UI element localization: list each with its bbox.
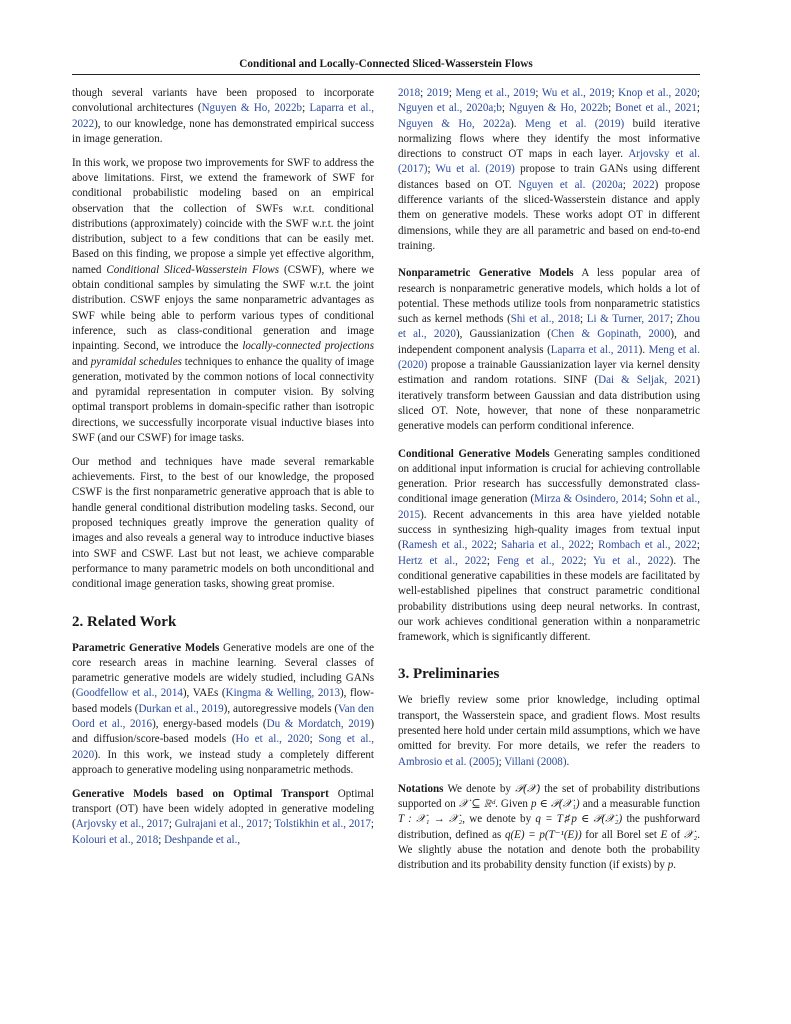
- text-run: ;: [370, 818, 374, 831]
- citation-link[interactable]: Kingma & Welling, 2013: [225, 687, 340, 700]
- text-run: , we denote by: [462, 813, 536, 826]
- text-run: and: [72, 355, 91, 368]
- running-title: Conditional and Locally-Connected Sliced-Wasserstein Flows: [239, 58, 533, 70]
- text-run: Generative models are one of the core research areas in machine learning. Several classes of parametric generative models are widely studied, including GANs (: [72, 641, 374, 700]
- paragraph-heading: Generative Models based on Optimal Transport: [72, 787, 329, 800]
- text-run: ;: [493, 539, 502, 552]
- citation-link[interactable]: Kolouri et al., 2018: [72, 833, 159, 846]
- citation-link[interactable]: Meng et al. (2020): [398, 343, 700, 372]
- citation-link[interactable]: Feng et al., 2022: [496, 554, 584, 567]
- text-run: propose to train GANs using different distances based on OT.: [398, 163, 700, 191]
- text-run: propose a trainable Gaussianization layer via kernel density estimation and random rotations. SINF (: [398, 359, 700, 387]
- citation-link[interactable]: Zhou et al., 2020: [398, 313, 700, 341]
- text-run: ;: [583, 554, 593, 567]
- section-heading-preliminaries: 3. Preliminaries: [398, 666, 500, 683]
- text-run: Generating samples conditioned on additional input information is crucial for achieving controllable generation. Prior research has successfully demonstrated class-conditional image generation (: [398, 447, 700, 506]
- citation-link[interactable]: Wu et al., 2019: [541, 87, 612, 99]
- text-run: ;: [486, 554, 497, 567]
- citation-link[interactable]: Gulrajani et al., 2017: [174, 818, 269, 831]
- citation-link[interactable]: Yu et al., 2022: [593, 554, 670, 567]
- text-run: ).: [510, 117, 525, 130]
- text-run: of: [667, 828, 684, 841]
- text-run: ). Recent advancements in this area have yielded notable success in synthesizing high-quality images from textual input (: [398, 508, 700, 552]
- citation-link[interactable]: Mirza & Osindero, 2014: [534, 493, 644, 506]
- citation-link[interactable]: Dai & Seljak, 2021: [598, 374, 697, 387]
- text-run: ;: [696, 87, 700, 99]
- paragraph: [72, 455, 374, 593]
- text-run: We briefly review some prior knowledge, including optimal transport, the Wasserstein space, and gradient flows. Most results presented here hold under certain mild assumptions, which we have omitted for brevity. For more details, we refer the readers to: [398, 694, 700, 753]
- text-run: ;: [535, 87, 542, 99]
- citation-link[interactable]: Rombach et al., 2022: [598, 539, 697, 552]
- text-run: ), and independent component analysis (: [398, 328, 700, 356]
- citation-link[interactable]: Arjovsky et al., 2017: [75, 818, 169, 831]
- citation-link[interactable]: Durkan et al., 2019: [138, 702, 224, 715]
- text-run: Optimal transport (OT) have been widely adopted in generative modeling (: [72, 787, 374, 831]
- citation-link[interactable]: Chen & Gopinath, 2000: [550, 328, 671, 341]
- text-run: .: [673, 859, 676, 872]
- text-run: ;: [268, 818, 275, 831]
- citation-link[interactable]: 2018: [398, 87, 421, 99]
- text-run: Our method and techniques have made several remarkable achievements. First, to the best of our knowledge, the proposed CSWF is the first nonparametric generative approach that is able to handle general conditional distribution modeling tasks. Second, our proposed techniques greatly improve the generation quality of images and also reveals a general way to introduce inductive biases into SWF and CSWF. Last but not least, we achieve comparable performance to many parametric models on both unconditional and conditional image generation tasks, showing great promise.: [72, 455, 374, 591]
- text-run: ;: [168, 818, 175, 831]
- text-run: . We slightly abuse the notation and denote both the probability distribution and its probability density function (if exists) by: [398, 828, 700, 872]
- paragraph: [72, 787, 374, 848]
- paragraph-body: [72, 642, 374, 776]
- text-run: . Given: [495, 798, 532, 811]
- text-run: ). The conditional generative capabilities in these models are facilitated by well-established pipelines that construct parametric conditional probability distributions using deep neural networks. In contrast, our work achieves conditional generation within a nonparametric framework, which is significantly different.: [398, 554, 701, 644]
- text-run: ;: [590, 539, 599, 552]
- math-expression: q = T♯p ∈ 𝒫(𝒳₂): [535, 813, 623, 826]
- emphasis: pyramidal schedules: [90, 355, 182, 368]
- math-expression: p ∈ 𝒫(𝒳₁): [531, 798, 580, 811]
- text-run: ;: [696, 102, 700, 115]
- math-expression: 𝒫(𝒳): [515, 782, 541, 795]
- text-run: ). In this work, we instead study a completely different approach to generative modeling using nonparametric methods.: [72, 748, 374, 776]
- text-run: ), VAEs (: [182, 687, 226, 700]
- citation-link[interactable]: Bonet et al., 2021: [615, 102, 697, 115]
- citation-link[interactable]: Meng et al. (2019): [525, 117, 625, 130]
- citation-link[interactable]: Li & Turner, 2017: [586, 313, 670, 326]
- math-expression: p: [667, 859, 674, 872]
- citation-link[interactable]: Nguyen & Ho, 2022a: [398, 117, 511, 130]
- text-run: ).: [638, 343, 649, 356]
- text-run: ), to our knowledge, none has demonstrated empirical success in image generation.: [72, 117, 374, 145]
- paragraph-body: [398, 783, 700, 871]
- citation-link[interactable]: Nguyen et al. (2020a: [518, 178, 623, 191]
- paragraph-heading: Parametric Generative Models: [72, 641, 220, 654]
- citation-link[interactable]: Du & Mordatch, 2019: [266, 717, 371, 730]
- math-expression: 𝒳 ⊆ ℝᵈ: [458, 798, 496, 811]
- section-heading-related-work: 2. Related Work: [72, 613, 177, 630]
- math-expression: E: [660, 828, 668, 841]
- citation-link[interactable]: Song et al., 2020: [72, 733, 374, 761]
- paragraph-heading: Nonparametric Generative Models: [398, 267, 574, 280]
- text-run: We denote by: [443, 782, 516, 795]
- text-run: the set of probability distributions supported on: [398, 782, 700, 811]
- citation-link[interactable]: Nguyen et al., 2020a;b: [398, 102, 502, 115]
- text-run: though several variants have been proposed to incorporate convolutional architectures (: [72, 87, 374, 115]
- text-run: ) and diffusion/score-based models (: [72, 717, 374, 746]
- citation-link[interactable]: Arjovsky et al. (2017): [398, 148, 700, 176]
- text-run: ) iteratively transform between Gaussian and data distribution using sliced OT. Note, however, that none of these nonparametric generative models can perform conditional inference.: [398, 374, 700, 433]
- citation-link[interactable]: Villani (2008): [504, 755, 567, 768]
- text-run: ), flow-based models (: [72, 687, 374, 715]
- text-run: and a measurable function: [579, 798, 700, 811]
- citation-link[interactable]: Nguyen & Ho, 2022b: [508, 102, 609, 115]
- citation-link[interactable]: Laparra et al., 2011: [550, 343, 639, 356]
- text-run: ;: [427, 163, 436, 176]
- citation-link[interactable]: Van den Oord et al., 2016: [72, 702, 374, 730]
- paragraph-heading: Notations: [398, 782, 444, 795]
- right-column: [398, 86, 700, 882]
- text-run: ;: [696, 539, 700, 552]
- paragraph: [72, 86, 374, 147]
- paragraph-body: [398, 448, 700, 644]
- text-run: In this work, we propose two improvements for SWF to address the above limitations. First, we extend the framework of SWF for conditional probabilistic modeling based on an empirical observation that the collection of SWFs w.r.t. conditional distributions (approximately) coincide with the SWF w.r.t. the joint distribution, subject to a few conditions that can be easily met. Based on this finding, we propose a simple yet effective algorithm, named: [72, 156, 374, 276]
- paragraph: [398, 782, 700, 874]
- emphasis: locally-connected projections: [242, 340, 374, 353]
- text-run: ;: [158, 833, 165, 846]
- math-expression: 𝒳₂: [683, 828, 698, 841]
- left-column: [72, 86, 374, 856]
- text-run: .: [566, 755, 570, 768]
- text-run: (CSWF), where we obtain conditional samples by simulating the SWF w.r.t. the joint distribution. CSWF enjoys the same nonparametric advantages as SWF while being able to perform various types of conditional inference, such as class-conditional generation and image inpainting. Second, we introduce the: [72, 263, 374, 353]
- citation-link[interactable]: Saharia et al., 2022: [501, 539, 591, 552]
- text-run: ;: [579, 313, 587, 326]
- paragraph-body: [398, 267, 700, 432]
- citation-link[interactable]: Ambrosio et al. (2005): [398, 755, 499, 768]
- text-run: ) propose difference variants of the sliced-Wasserstein distance and apply them on generative models. These works adopt OT in different dimensions, while they are all parametric and based on end-to-end training.: [398, 178, 700, 252]
- text-run: techniques to enhance the quality of image generation, motivated by the common notions of local connectivity and pyramidal representation in computer vision. By solving optimal transport problems in domain-specific rather than isotropic directions, we successfully incorporate visual inductive biases into SWF (and our CSWF) for image tasks.: [72, 355, 374, 445]
- paragraph: [398, 447, 700, 646]
- text-run: the pushforward distribution, defined as: [398, 813, 701, 841]
- citation-link[interactable]: Sohn et al., 2015: [398, 493, 700, 521]
- text-run: ), energy-based models (: [152, 717, 267, 730]
- text-run: ;: [643, 493, 650, 506]
- citation-link[interactable]: Hertz et al., 2022: [398, 554, 487, 567]
- text-run: ;: [302, 102, 310, 115]
- paragraph: [398, 86, 700, 254]
- citation-link[interactable]: Nguyen & Ho, 2022b: [201, 102, 303, 115]
- text-run: ;: [608, 102, 616, 115]
- text-run: ;: [420, 87, 427, 99]
- text-run: ;: [309, 733, 319, 746]
- math-expression: q(E) = p(T⁻¹(E)): [504, 828, 582, 841]
- text-run: ;: [498, 755, 505, 768]
- paragraph: [72, 156, 374, 447]
- text-run: ;: [448, 87, 456, 99]
- paragraph: [398, 693, 700, 769]
- citation-link[interactable]: Goodfellow et al., 2014: [75, 687, 183, 700]
- header-rule: [72, 74, 700, 75]
- citation-link[interactable]: Ramesh et al., 2022: [401, 539, 494, 552]
- text-run: ;: [669, 313, 677, 326]
- emphasis: Conditional Sliced-Wasserstein Flows: [106, 263, 280, 276]
- citation-link[interactable]: 2022: [632, 178, 655, 191]
- text-run: ;: [611, 87, 619, 99]
- citation-link[interactable]: Wu et al. (2019): [435, 163, 515, 176]
- citation-link[interactable]: Deshpande et al.,: [164, 833, 241, 846]
- citation-link[interactable]: Knop et al., 2020: [618, 87, 697, 99]
- text-run: ;: [622, 178, 633, 191]
- text-run: ), autoregressive models (: [223, 702, 339, 715]
- paragraph: [398, 266, 700, 434]
- text-run: for all Borel set: [581, 828, 661, 841]
- math-expression: T : 𝒳₁ → 𝒳₂: [398, 813, 463, 826]
- citation-link[interactable]: Ho et al., 2020: [235, 733, 310, 746]
- citation-link[interactable]: Shi et al., 2018: [510, 313, 580, 326]
- text-run: A less popular area of research is nonparametric generative models, which holds a lot of potential. These methods utilize tools from nonparametric statistics such as kernel methods (: [398, 267, 700, 326]
- text-run: ;: [501, 102, 509, 115]
- paragraph-heading: Conditional Generative Models: [398, 447, 550, 460]
- paragraph: [72, 641, 374, 779]
- citation-link[interactable]: 2019: [426, 87, 449, 99]
- citation-link[interactable]: Laparra et al., 2022: [72, 102, 374, 130]
- citation-link[interactable]: Tolstikhin et al., 2017: [274, 818, 371, 831]
- citation-link[interactable]: Meng et al., 2019: [455, 87, 536, 99]
- text-run: ), Gaussianization (: [455, 328, 551, 341]
- text-run: build iterative normalizing flows where they identify the most informative directions to construct OT maps in each layer.: [398, 117, 700, 161]
